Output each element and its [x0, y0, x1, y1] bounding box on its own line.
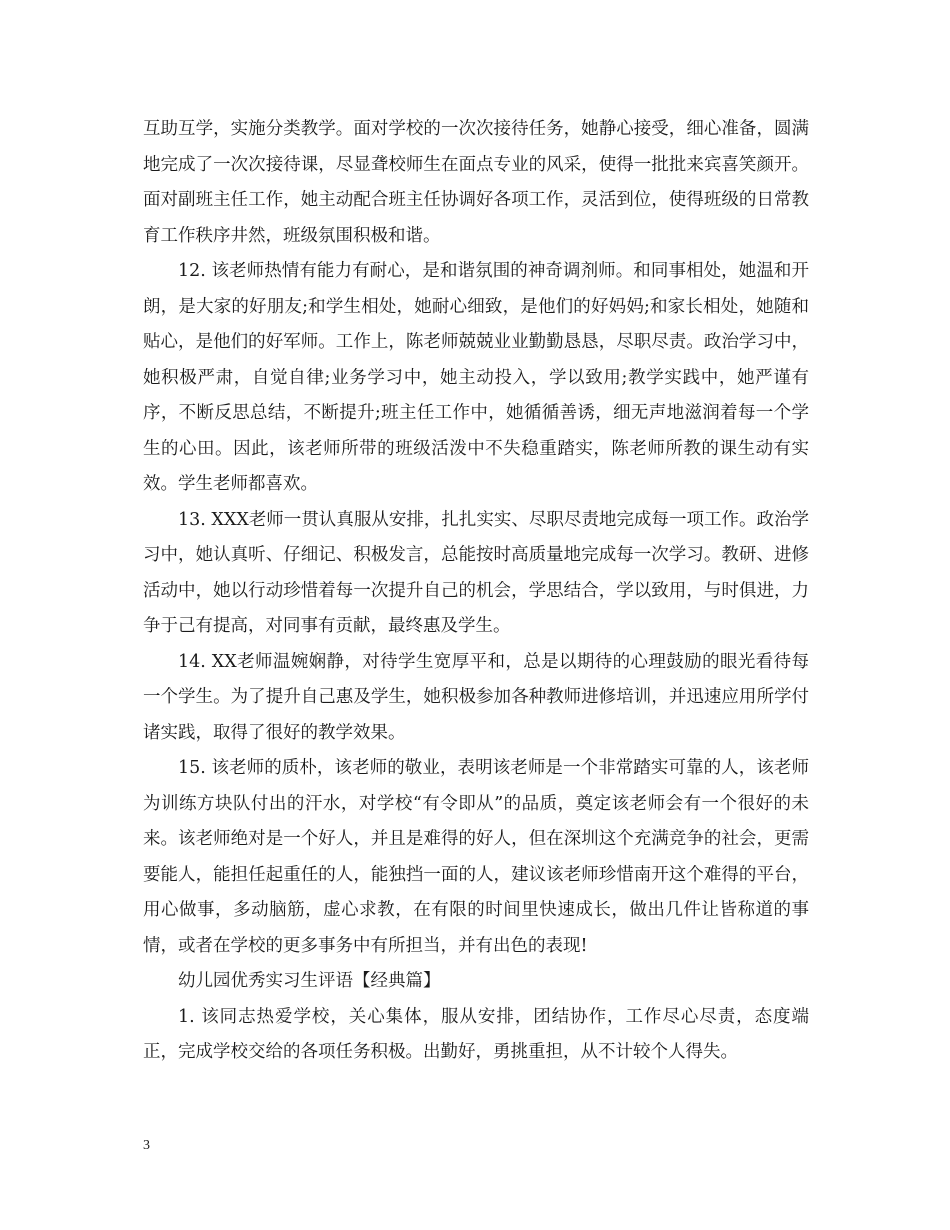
paragraph-item-12: 12. 该老师热情有能力有耐心，是和谐氛围的神奇调剂师。和同事相处，她温和开朗，是大家的好朋友;和学生相处，她耐心细致，是他们的好妈妈;和家长相处，她随和贴心，是他们的好军师。工作上，陈老师兢兢业业勤勤恳恳，尽职尽责。政治学习中，她积极严肃，自觉自律;业务学习中，她主动投入，学以致用;教学实践中，她严谨有序，不断反思总结，不断提升;班主任工作中，她循循善诱，细无声地滋润着每一个学生的心田。因此，该老师所带的班级活泼中不失稳重踏实，陈老师所教的课生动有实效。学生老师都喜欢。 [143, 261, 809, 494]
body-text [143, 112, 809, 1071]
paragraph-item-15: 15. 该老师的质朴，该老师的敬业，表明该老师是一个非常踏实可靠的人，该老师为训练方块队付出的汗水，对学校“有令即从”的品质，奠定该老师会有一个很好的未来。该老师绝对是一个好人，并且是难得的好人，但在深圳这个充满竞争的社会，更需要能人，能担任起重任的人，能独挡一面的人，建议该老师珍惜南开这个难得的平台，用心做事，多动脑筋，虚心求教，在有限的时间里快速成长，做出几件让皆称道的事情，或者在学校的更多事务中有所担当，并有出色的表现! [143, 758, 809, 956]
paragraph-item-1: 1. 该同志热爱学校，关心集体，服从安排，团结协作，工作尽心尽责，态度端正，完成学校交给的各项任务积极。出勤好，勇挑重担，从不计较个人得失。 [143, 1006, 809, 1062]
section-heading: 幼儿园优秀实习生评语【经典篇】 [178, 971, 441, 991]
page-number: 3 [143, 1138, 150, 1153]
paragraph-continuation: 互助互学，实施分类教学。面对学校的一次次接待任务，她静心接受，细心准备，圆满地完成了一次次接待课，尽显聋校师生在面点专业的风采，使得一批批来宾喜笑颜开。面对副班主任工作，她主动配合班主任协调好各项工作，灵活到位，使得班级的日常教育工作秩序井然，班级氛围积极和谐。 [143, 119, 809, 246]
paragraph-item-14: 14. XX老师温婉娴静，对待学生宽厚平和，总是以期待的心理鼓励的眼光看待每一个学生。为了提升自己惠及学生，她积极参加各种教师进修培训，并迅速应用所学付诸实践，取得了很好的教学效果。 [143, 651, 809, 743]
paragraph-item-13: 13. XXX老师一贯认真服从安排，扎扎实实、尽职尽责地完成每一项工作。政治学习中，她认真听、仔细记、积极发言，总能按时高质量地完成每一次学习。教研、进修活动中，她以行动珍惜着每一次提升自己的机会，学思结合，学以致用，与时俱进，力争于己有提高，对同事有贡献，最终惠及学生。 [143, 509, 809, 636]
